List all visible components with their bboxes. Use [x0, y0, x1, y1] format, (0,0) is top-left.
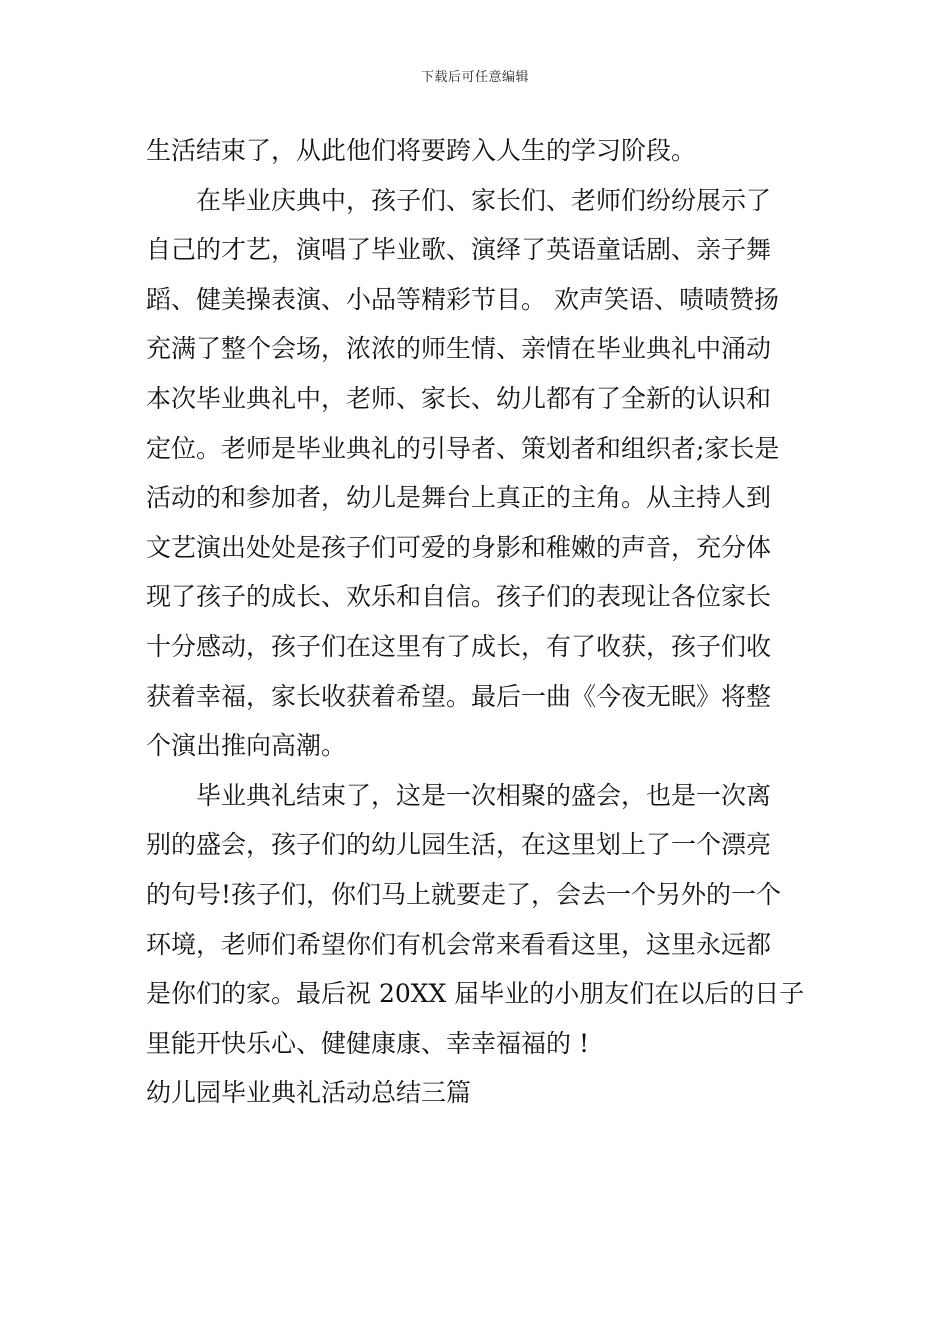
paragraph-start-line: 毕业典礼结束了，这是一次相聚的盛会，也是一次离 [196, 780, 772, 810]
text-line: 本次毕业典礼中，老师、家长、幼儿都有了全新的认识和 [146, 383, 772, 413]
paragraph-start-line: 在毕业庆典中，孩子们、家长们、老师们纷纷展示了 [196, 185, 772, 215]
text-line: 活动的和参加者，幼儿是舞台上真正的主角。从主持人到 [146, 483, 772, 513]
text-line: 里能开快乐心、健健康康、幸幸福福的 ! [146, 1028, 589, 1058]
text-line: 文艺演出处处是孩子们可爱的身影和稚嫩的声音，充分体 [146, 532, 772, 562]
text-line: 环境，老师们希望你们有机会常来看看这里，这里永远都 [146, 929, 772, 959]
text-line: 蹈、健美操表演、小品等精彩节目。 欢声笑语、啧啧赞扬 [146, 284, 779, 314]
text-line: 个演出推向高潮。 [146, 731, 347, 761]
text-line: 十分感动，孩子们在这里有了成长，有了收获，孩子们收 [146, 631, 772, 661]
text-line: 别的盛会，孩子们的幼儿园生活，在这里划上了一个漂亮 [146, 830, 772, 860]
text-line: 的句号!孩子们，你们马上就要走了，会去一个另外的一个 [146, 879, 782, 909]
text-line: 现了孩子的成长、欢乐和自信。孩子们的表现让各位家长 [146, 582, 772, 612]
text-line: 是你们的家。最后祝 20XX 届毕业的小朋友们在以后的日子 [146, 979, 805, 1009]
text-line: 生活结束了，从此他们将要跨入人生的学习阶段。 [146, 136, 697, 165]
section-heading: 幼儿园毕业典礼活动总结三篇 [146, 1078, 472, 1108]
text-line: 获着幸福，家长收获着希望。最后一曲《今夜无眠》将整 [146, 681, 772, 711]
text-line: 充满了整个会场，浓浓的师生情、亲情在毕业典礼中涌动 [146, 334, 772, 364]
text-line: 自己的才艺，演唱了毕业歌、演绎了英语童话剧、亲子舞 [146, 235, 772, 265]
header-note: 下载后可任意编辑 [420, 70, 529, 85]
text-line: 定位。老师是毕业典礼的引导者、策划者和组织者;家长是 [146, 433, 780, 463]
document-body [146, 126, 810, 1118]
